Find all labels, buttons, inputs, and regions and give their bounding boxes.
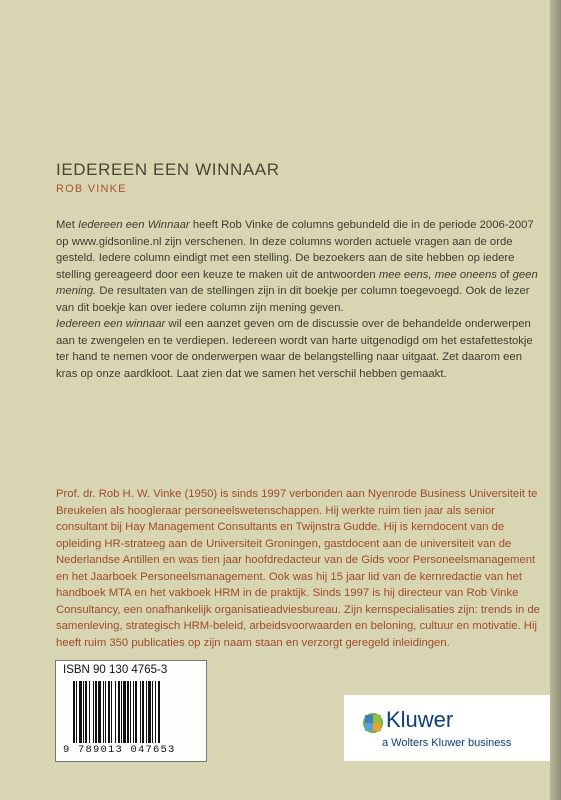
publisher-logo	[344, 695, 550, 761]
barcode-bar	[135, 681, 137, 743]
barcode-bar	[108, 681, 110, 743]
barcode-bar	[146, 681, 147, 743]
blurb	[56, 217, 540, 382]
text-run: of	[496, 268, 513, 281]
publisher-name: Kluwer	[386, 707, 454, 732]
barcode-bar	[105, 681, 106, 743]
barcode-bar	[95, 681, 97, 743]
barcode-bar	[140, 681, 141, 743]
barcode-bar	[155, 681, 156, 743]
publisher-tagline: a Wolters Kluwer business	[382, 737, 512, 749]
text-run: Met	[56, 219, 78, 231]
book-author: ROB VINKE	[56, 183, 127, 195]
barcode-bar	[83, 681, 84, 743]
barcode-bar	[89, 681, 90, 743]
book-title: IEDEREEN EEN WINNAAR	[56, 160, 280, 179]
barcode-bar	[98, 681, 101, 743]
barcode-bar	[103, 681, 104, 743]
barcode-bar	[121, 681, 122, 743]
barcode-bar	[115, 681, 116, 743]
barcode-bar	[142, 681, 144, 743]
barcode-bar	[111, 681, 112, 743]
italic-text: geen mening.	[56, 268, 538, 297]
barcode-bar	[76, 681, 77, 743]
barcode-bar	[152, 681, 153, 743]
barcode-bar	[79, 681, 82, 743]
italic-text: mee eens, mee oneens	[378, 268, 497, 281]
kluwer-logo-icon	[362, 712, 384, 734]
text-run: heeft Rob Vinke de columns gebundeld die in de periode 2006-2007 op www.gidsonline.nl zijn verschenen. In deze columns worden actuele vragen aan de orde gesteld. Iedere column eindigt met een stelling. De bezoekers aan de site hebben op iedere stelling gereageerd door een keuze te maken uit de antwoorden	[56, 219, 534, 281]
barcode-bar	[130, 681, 131, 743]
text-run: wil een aanzet geven om de discussie over de behandelde onderwerpen aan te zwengelen en te verdiepen. Iedereen wordt van harte uitgenodigd om het estafettestokje ter hand te nemen voor de onderwerpen waar de belangstelling naar uitgaat. Zet daarom een kras op onze aardkloot. Laat zien dat we samen het verschil hebben gemaakt.	[56, 318, 533, 380]
author-bio: Prof. dr. Rob H. W. Vinke (1950) is sinds 1997 verbonden aan Nyenrode Business Universiteit te Breukelen als hoogleraar personeelswetenschappen. Hij werkte ruim tien jaar als senior consultant bij Hay Management Consultants en Twijnstra Gudde. Hij is kerndocent van de opleiding HR-strateeg aan de Universiteit Groningen, gastdocent aan de universiteit van de Nederlandse Antillen en was tien jaar hoofdredacteur van de Gids voor Personeelsmanagement en het Jaarboek Personeelsmanagement. Ook was hij 15 jaar lid van de kernredactie van het handboek MTA en het vakboek HRM in de praktijk. Sinds 1997 is hij directeur van Rob Vinke Consultancy, een onafhankelijk organisatieadviesbureau. Zijn kernspecialisaties zijn: trends in de samenleving, strategisch HRM-beleid, arbeidsvoorwaarden en beloning, cultuur en motivatie. Hij heeft ruim 350 publicaties op zijn naam staan en verzorgt geregeld inleidingen.	[56, 488, 540, 649]
blurb-paragraph-2	[56, 316, 540, 382]
barcode-icon	[72, 681, 194, 743]
barcode-bar	[127, 681, 129, 743]
barcode-bar	[133, 681, 134, 743]
italic-text: Iedereen een Winnaar	[77, 219, 190, 231]
barcode-bar	[85, 681, 87, 743]
isbn-number: ISBN 90 130 4765-3	[63, 664, 168, 676]
barcode-bar	[148, 681, 151, 743]
barcode-bar	[73, 681, 75, 743]
barcode-bar	[118, 681, 120, 743]
barcode-label	[55, 660, 207, 762]
barcode-bar	[123, 681, 126, 743]
blurb-paragraph-1	[56, 217, 540, 316]
text-run: De resultaten van de stellingen zijn in dit boekje per column toegevoegd. Ook de lezer van dit boekje kan over iedere column zijn mening geven.	[56, 285, 530, 314]
barcode-bar	[158, 681, 160, 743]
ean-number: 9 789013 047653	[63, 744, 176, 756]
italic-text: Iedereen een winnaar	[56, 318, 166, 330]
book-edge	[550, 0, 561, 800]
barcode-bar	[93, 681, 94, 743]
